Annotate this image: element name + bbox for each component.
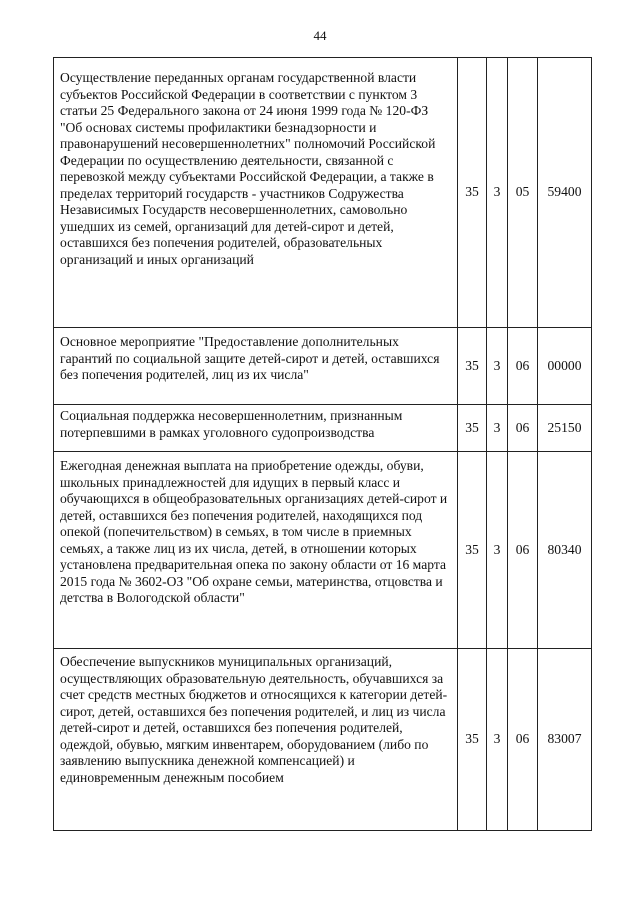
event-code-cell: 06 [508, 405, 538, 452]
row-description: Обеспечение выпускников муниципальных организаций, осуществляющих образовательную деятельность, обучавшихся за счет средств местных бюджетов и относящихся к категории детей-сирот, детей, оставшихся без попечения родителей, и лиц из числа детей-сирот и детей, оставшихся без попечения родителей, одеждой, обувью, мягким инвентарем, оборудованием (либо по заявлению выпускника денежной компенсацией) и единовременным денежным пособием [54, 649, 458, 831]
row-description: Ежегодная денежная выплата на приобретение одежды, обуви, школьных принадлежностей для идущих в первый класс и обучающихся в общеобразовательных организациях детей-сирот и детей, оставшихся без попечения родителей, находящихся под опекой (попечительством) в семьях, в том числе в приемных семьях, а также лиц из их числа, детей, в отношении которых установлена предварительная опека по закону области от 16 марта 2015 года № 3602-ОЗ "Об охране семьи, материнства, отцовства и детства в Вологодской области" [54, 452, 458, 649]
direction-code-cell: 80340 [538, 452, 592, 649]
budget-classification-table [53, 57, 592, 831]
direction-code-cell: 25150 [538, 405, 592, 452]
event-code-cell: 06 [508, 328, 538, 405]
table-row [54, 649, 592, 831]
subprogram-code-cell: 3 [487, 58, 508, 328]
table-row [54, 328, 592, 405]
row-description: Социальная поддержка несовершеннолетним, признанным потерпевшими в рамках уголовного судопроизводства [54, 405, 458, 452]
table-row [54, 452, 592, 649]
direction-code-cell: 83007 [538, 649, 592, 831]
program-code-cell: 35 [458, 405, 487, 452]
program-code-cell: 35 [458, 58, 487, 328]
table-row [54, 58, 592, 328]
event-code-cell: 05 [508, 58, 538, 328]
program-code-cell: 35 [458, 328, 487, 405]
subprogram-code-cell: 3 [487, 452, 508, 649]
program-code-cell: 35 [458, 649, 487, 831]
table-row [54, 405, 592, 452]
subprogram-code-cell: 3 [487, 328, 508, 405]
program-code-cell: 35 [458, 452, 487, 649]
subprogram-code-cell: 3 [487, 649, 508, 831]
event-code-cell: 06 [508, 649, 538, 831]
row-description: Основное мероприятие "Предоставление дополнительных гарантий по социальной защите детей-сирот и детей, оставшихся без попечения родителей, лиц из их числа" [54, 328, 458, 405]
direction-code-cell: 00000 [538, 328, 592, 405]
event-code-cell: 06 [508, 452, 538, 649]
page-number: 44 [313, 28, 327, 43]
direction-code-cell: 59400 [538, 58, 592, 328]
row-description: Осуществление переданных органам государственной власти субъектов Российской Федерации в соответствии с пунктом 3 статьи 25 Федерального закона от 24 июня 1999 года № 120-ФЗ "Об основах системы профилактики безнадзорности и правонарушений несовершеннолетних" полномочий Российской Федерации по осуществлению деятельности, связанной с перевозкой между субъектами Российской Федерации, а также в пределах территорий государств - участников Содружества Независимых Государств несовершеннолетних, самовольно ушедших из семей, организаций для детей-сирот и детей, оставшихся без попечения родителей, образовательных организаций и иных организаций [54, 58, 458, 328]
subprogram-code-cell: 3 [487, 405, 508, 452]
